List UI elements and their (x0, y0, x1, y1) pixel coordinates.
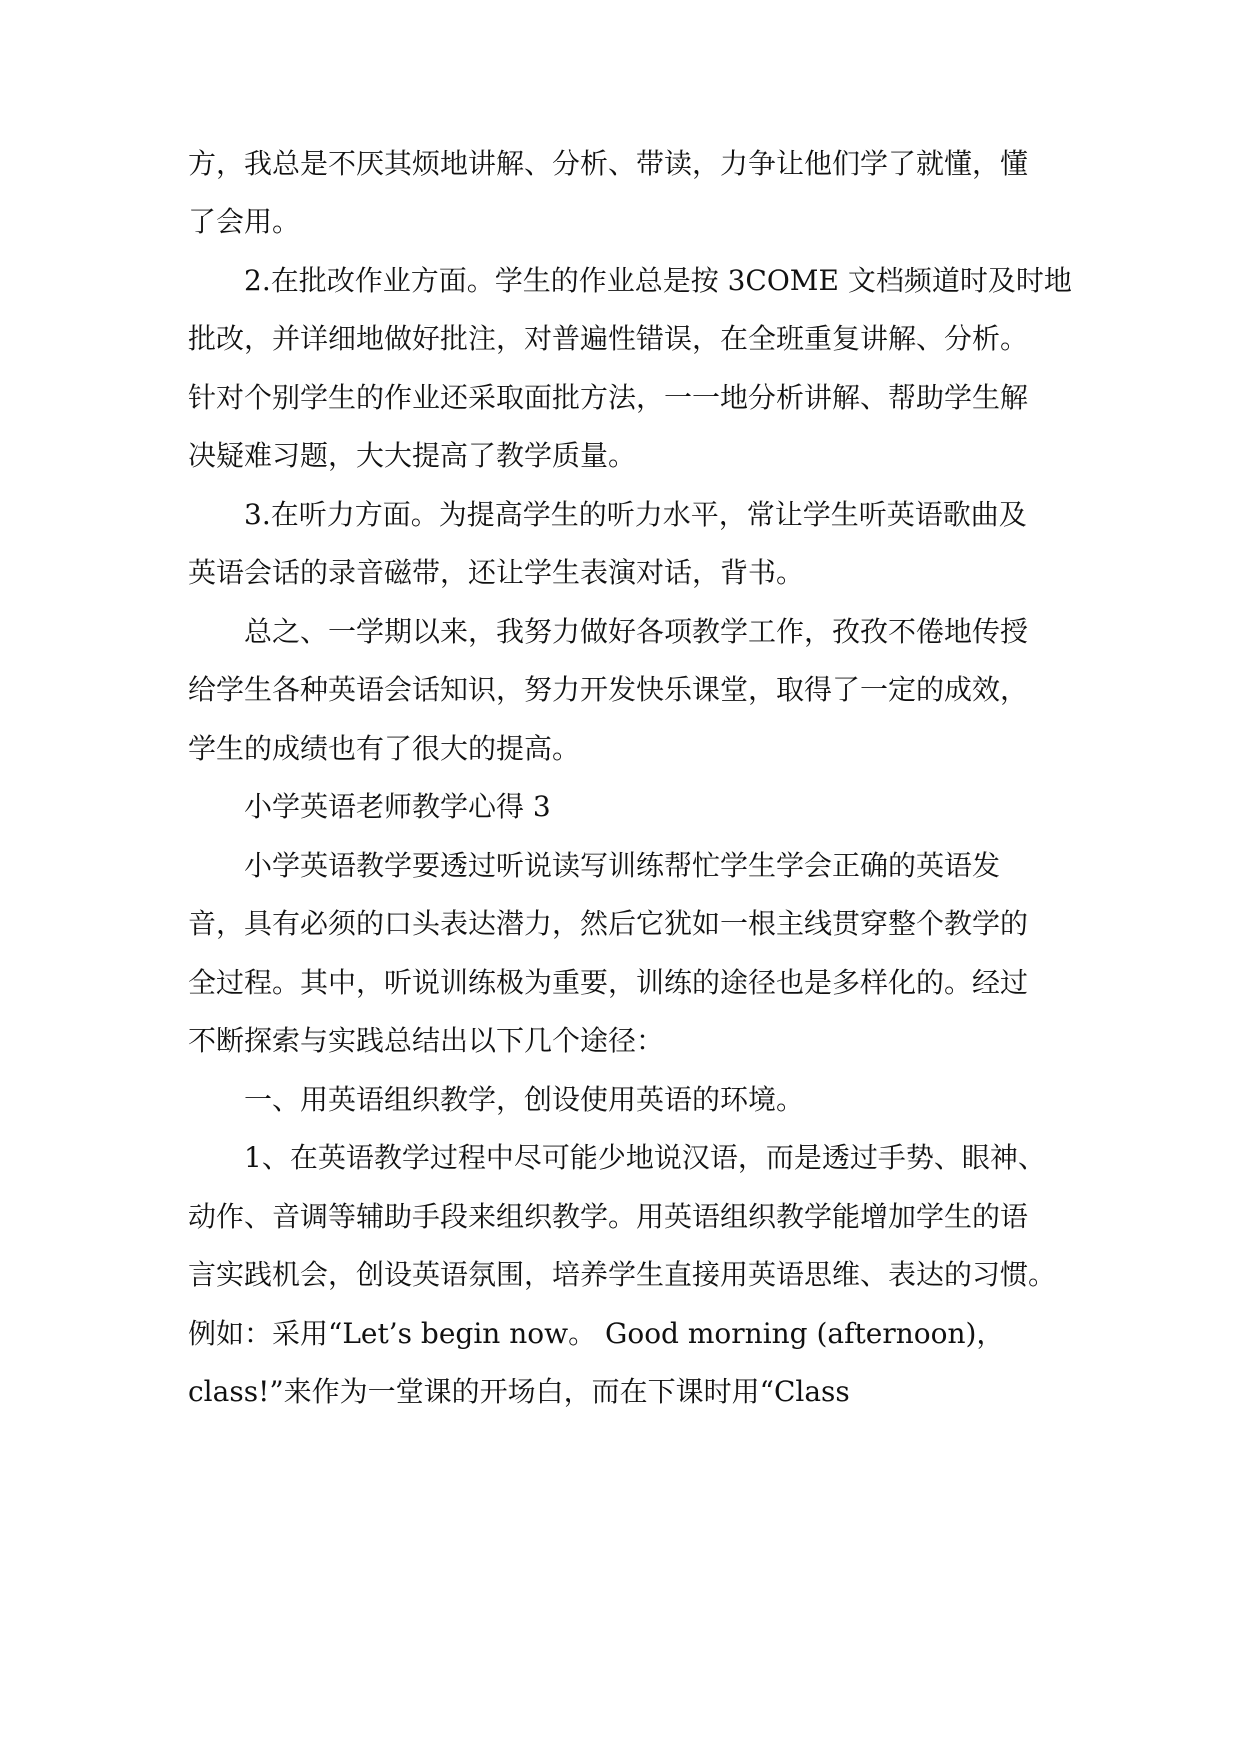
text-line: 言实践机会，创设英语氛围，培养学生直接用英语思维、表达的习惯。 (188, 1258, 1057, 1291)
text-line: 决疑难习题，大大提高了教学质量。 (188, 439, 637, 472)
text-line: 针对个别学生的作业还采取面批方法，一一地分析讲解、帮助学生解 (188, 381, 1029, 414)
text-line: 全过程。其中，听说训练极为重要，训练的途径也是多样化的。经过 (188, 966, 1029, 999)
text-line: class!”来作为一堂课的开场白，而在下课时用“Class (188, 1375, 850, 1408)
section-title: 小学英语老师教学心得 3 (244, 790, 551, 823)
text-line: 批改，并详细地做好批注，对普遍性错误，在全班重复讲解、分析。 (188, 322, 1029, 355)
text-line: 方，我总是不厌其烦地讲解、分析、带读，力争让他们学了就懂，懂 (188, 147, 1029, 180)
text-line: 学生的成绩也有了很大的提高。 (188, 732, 581, 765)
paragraph-start: 小学英语教学要透过听说读写训练帮忙学生学会正确的英语发 (244, 849, 1001, 882)
paragraph-heading-2: 2.在批改作业方面。学生的作业总是按 3COME 文档频道时及时地 (244, 264, 1072, 297)
text-line: 给学生各种英语会话知识，努力开发快乐课堂，取得了一定的成效， (188, 673, 1029, 706)
paragraph-heading-3: 3.在听力方面。为提高学生的听力水平，常让学生听英语歌曲及 (244, 498, 1027, 531)
text-line: 英语会话的录音磁带，还让学生表演对话，背书。 (188, 556, 805, 589)
text-line: 例如：采用“Let’s begin now。 Good morning (afternoon)， (188, 1317, 1005, 1350)
text-line: 动作、音调等辅助手段来组织教学。用英语组织教学能增加学生的语 (188, 1200, 1029, 1233)
text-line: 了会用。 (188, 205, 301, 238)
subheading: 一、用英语组织教学，创设使用英语的环境。 (244, 1083, 805, 1116)
paragraph-start: 1、在英语教学过程中尽可能少地说汉语，而是透过手势、眼神、 (244, 1141, 1046, 1174)
text-line: 不断探索与实践总结出以下几个途径： (188, 1024, 665, 1057)
summary-paragraph-start: 总之、一学期以来，我努力做好各项教学工作，孜孜不倦地传授 (244, 615, 1029, 648)
text-line: 音，具有必须的口头表达潜力，然后它犹如一根主线贯穿整个教学的 (188, 907, 1029, 940)
